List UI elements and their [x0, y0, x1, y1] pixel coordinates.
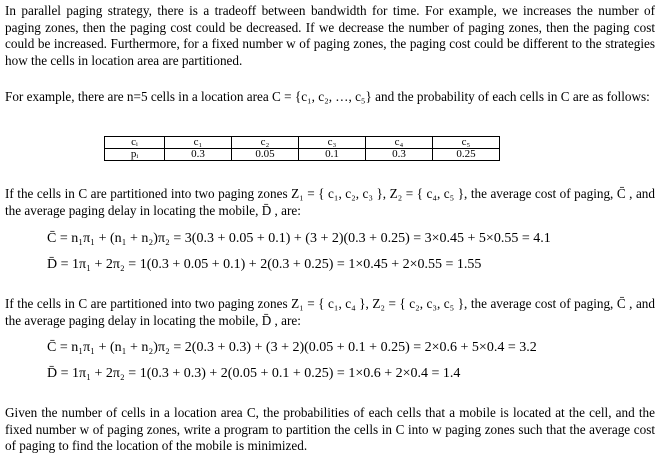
table-cell: 0.3	[366, 149, 433, 161]
table-cell: 0.1	[299, 149, 366, 161]
table-row	[105, 137, 500, 149]
table-cell: pᵢ	[105, 149, 165, 161]
probability-table	[104, 136, 500, 161]
intro-paragraph: In parallel paging strategy, there is a tradeoff between bandwidth for time. For example, we increases the number of paging zones, then the paging cost could be decreased. If we decrease the number of paging zones, then the paging cost could be increased. Furthermore, for a fixed number w of paging zones, the paging cost could be different to the strategies how the cells in location area are partitioned.	[5, 3, 655, 68]
cost-equation-2: C̄ = n₁π₁ + (n₁ + n₂)π₂ = 2(0.3 + 0.3) + (3 + 2)(0.05 + 0.1 + 0.25) = 2×0.6 + 5×0.4 = 3.2	[47, 340, 537, 355]
table-cell: 0.25	[433, 149, 500, 161]
partition-one-paragraph: If the cells in C are partitioned into two paging zones Z₁ = { c₁, c₂, c₃ }, Z₂ = { c₄, c₅ }, the average cost of paging, C̄ , and the average paging delay in locating the mobile, D̄ , are:	[5, 186, 655, 218]
table-cell: 0.3	[165, 149, 232, 161]
delay-equation-1: D̄ = 1π₁ + 2π₂ = 1(0.3 + 0.05 + 0.1) + 2(0.3 + 0.25) = 1×0.45 + 2×0.55 = 1.55	[47, 257, 482, 272]
table-cell: c₄	[366, 137, 433, 149]
table-cell: c₂	[232, 137, 299, 149]
table-cell: c₁	[165, 137, 232, 149]
delay-equation-2: D̄ = 1π₁ + 2π₂ = 1(0.3 + 0.3) + 2(0.05 + 0.1 + 0.25) = 1×0.6 + 2×0.4 = 1.4	[47, 366, 461, 381]
table-cell: cᵢ	[105, 137, 165, 149]
cost-equation-1: C̄ = n₁π₁ + (n₁ + n₂)π₂ = 3(0.3 + 0.05 + 0.1) + (3 + 2)(0.3 + 0.25) = 3×0.45 + 5×0.55 = 4.1	[47, 231, 551, 246]
table-row	[105, 149, 500, 161]
table-cell: c₃	[299, 137, 366, 149]
partition-two-paragraph: If the cells in C are partitioned into two paging zones Z₁ = { c₁, c₄ }, Z₂ = { c₂, c₃, c₅ }, the average cost of paging, C̄ , and the average paging delay in locating the mobile, D̄ , are:	[5, 296, 655, 328]
task-paragraph: Given the number of cells in a location area C, the probabilities of each cells that a mobile is located at the cell, and the fixed number w of paging zones, write a program to partition the cells in C into w paging zones such that the average cost of paging to find the location of the mobile is minimized.	[5, 405, 655, 453]
table-cell: c₅	[433, 137, 500, 149]
example-paragraph: For example, there are n=5 cells in a location area C = {c₁, c₂, …, c₅} and the probability of each cells in C are as follows:	[5, 89, 650, 104]
table-cell: 0.05	[232, 149, 299, 161]
